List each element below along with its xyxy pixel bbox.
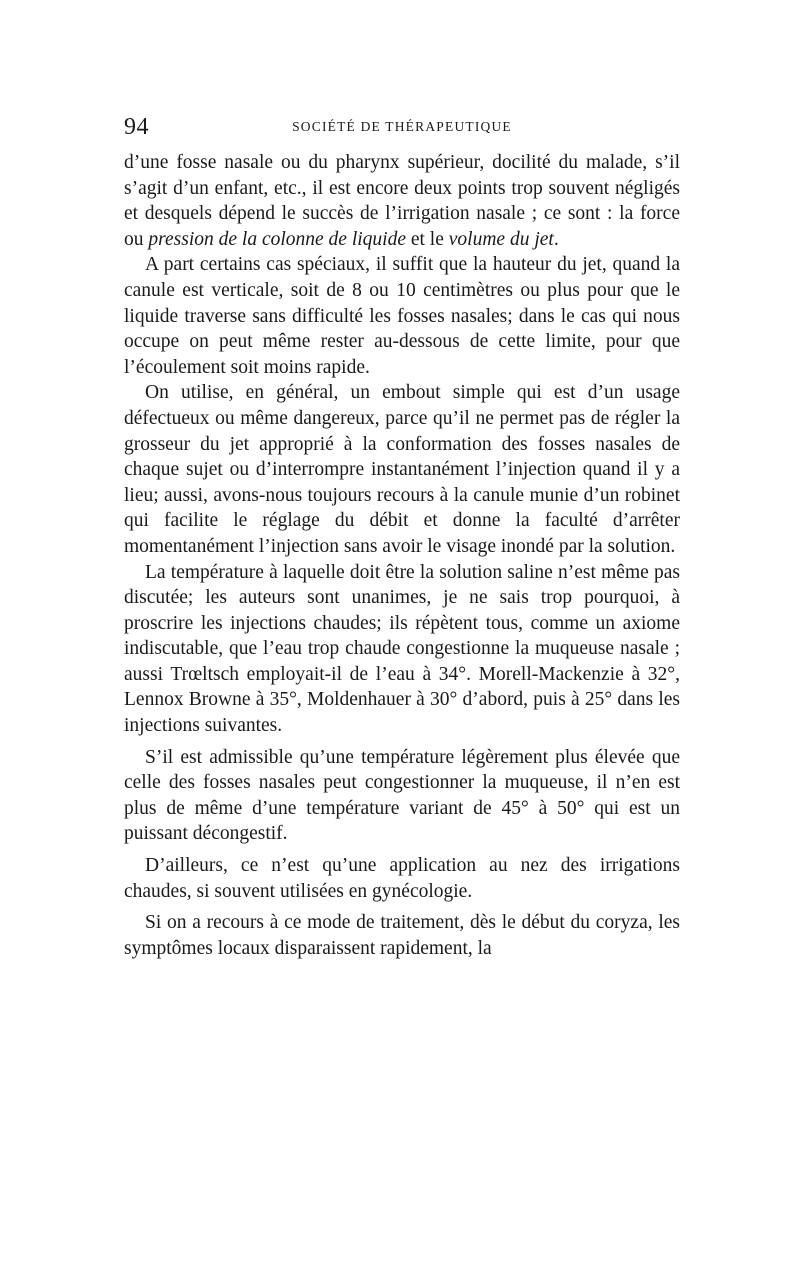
paragraph-1-mid: et le <box>405 228 449 250</box>
paragraph-5: S’il est admissible qu’une température légèrement plus élevée que celle des fosses nasales peut congestionner la muqueuse, il n’en est plus de même d’une température variant de 45° à 50° qui est un puissant décongestif. <box>124 746 680 845</box>
body-text <box>124 150 680 961</box>
running-title: SOCIÉTÉ DE THÉRAPEUTIQUE <box>292 119 512 134</box>
page-number: 94 <box>124 114 149 140</box>
paragraph-6: D’ailleurs, ce n’est qu’une application au nez des irrigations chaudes, si souvent utilisées en gynécologie. <box>124 855 680 902</box>
paragraph-1 <box>124 150 680 252</box>
italic-phrase-pression: pression de la colonne de liquide <box>148 228 406 250</box>
running-head <box>124 110 680 144</box>
paragraph-4: La température à laquelle doit être la solution saline n’est même pas discutée; les auteurs sont unanimes, je ne sais trop pourquoi, à proscrire les injections chaudes; ils répètent tous, comme un axiome indiscutable, que l’eau trop chaude congestionne la muqueuse nasale ; aussi Trœltsch employait-il de l’eau à 34°. Morell-Mackenzie à 32°, Lennox Browne à 35°, Moldenhauer à 30° d’abord, puis à 25° dans les injections suivantes. <box>124 561 680 737</box>
paragraph-1-lead: d’une fosse nasale ou du pharynx supérieur, docilité du malade, s’il s’agit d’un enfant, etc., il est encore deux points trop souvent négligés et desquels dépend le succès de l’irrigation nasale ; ce sont : la force ou <box>124 152 680 250</box>
paragraph-2: A part certains cas spéciaux, il suffit que la hauteur du jet, quand la canule est verticale, soit de 8 ou 10 centimètres ou plus pour que le liquide traverse sans difficulté les fosses nasales; dans le cas qui nous occupe on peut même rester au-dessous de cette limite, pour que l’écoulement soit moins rapide. <box>124 254 680 378</box>
italic-phrase-volume: volume du jet <box>448 228 554 250</box>
paragraph-1-tail: . <box>553 228 559 250</box>
paragraph-7: Si on a recours à ce mode de traitement, dès le début du coryza, les symptômes locaux disparaissent rapidement, la <box>124 912 680 959</box>
paragraph-3: On utilise, en général, un embout simple qui est d’un usage défectueux ou même dangereux, parce qu’il ne permet pas de régler la grosseur du jet approprié à la conformation des fosses nasales de chaque sujet ou d’interrompre instantanément l’injection quand il y a lieu; aussi, avons-nous toujours recours à la canule munie d’un robinet qui facilite le réglage du débit et donne la faculté d’arrêter momentanément l’injection sans avoir le visage inondé par la solution. <box>124 382 680 557</box>
